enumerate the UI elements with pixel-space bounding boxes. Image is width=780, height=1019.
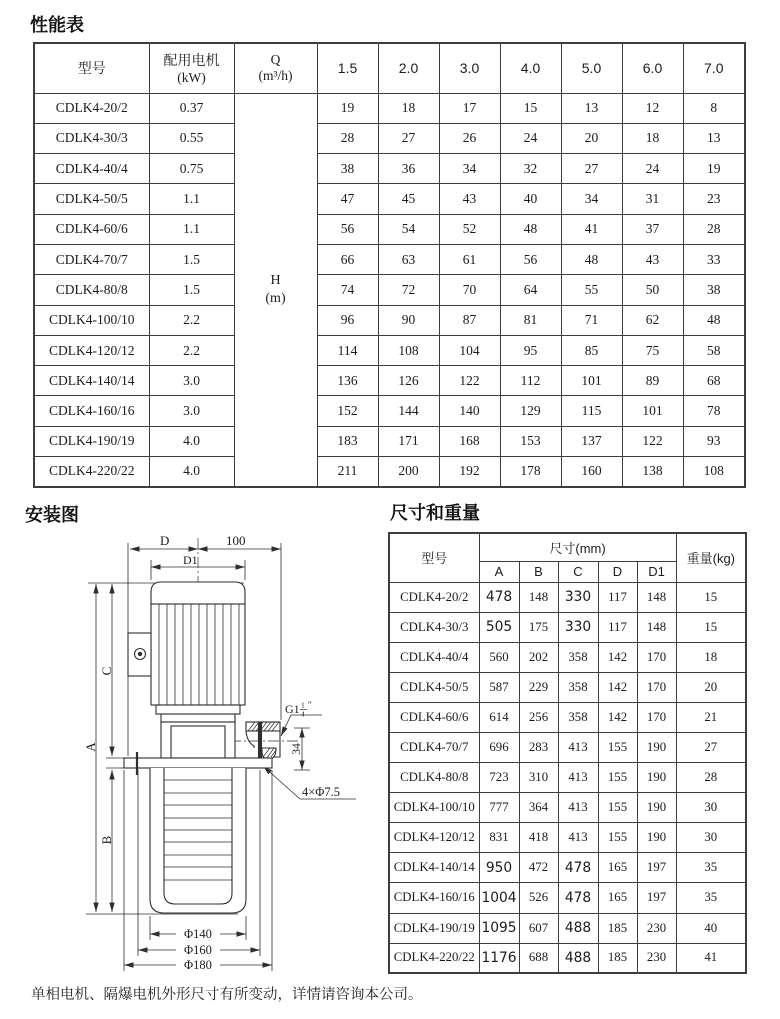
dimensions-table <box>388 532 747 974</box>
head-value-cell: 101 <box>622 396 683 426</box>
head-value-cell: 64 <box>500 275 561 305</box>
head-value-cell: 140 <box>439 396 500 426</box>
head-value-cell: 95 <box>500 335 561 365</box>
model-cell: CDLK4-20/2 <box>34 93 149 123</box>
dim-value-cell: 190 <box>637 732 676 762</box>
weight-cell: 41 <box>676 943 746 973</box>
dim-label-c: C <box>99 666 114 676</box>
dim-value-cell: 175 <box>519 612 558 642</box>
model-cell: CDLK4-100/10 <box>34 305 149 335</box>
head-value-cell: 126 <box>378 366 439 396</box>
performance-row <box>34 275 745 305</box>
dims-header-row <box>389 533 746 561</box>
motor-kw-cell: 4.0 <box>149 426 234 456</box>
head-value-cell: 90 <box>378 305 439 335</box>
head-value-cell: 137 <box>561 426 622 456</box>
head-value-cell: 48 <box>683 305 745 335</box>
performance-row <box>34 426 745 456</box>
dimensions-row <box>389 793 746 823</box>
dim-value-cell: 170 <box>637 702 676 732</box>
head-value-cell: 27 <box>378 123 439 153</box>
model-cell: CDLK4-40/4 <box>389 642 479 672</box>
performance-row <box>34 396 745 426</box>
head-value-cell: 24 <box>622 154 683 184</box>
head-value-cell: 17 <box>439 93 500 123</box>
thread-label-g1: G1 <box>285 702 300 716</box>
motor-kw-cell: 3.0 <box>149 396 234 426</box>
head-value-cell: 178 <box>500 457 561 487</box>
head-value-cell: 138 <box>622 457 683 487</box>
head-value-cell: 168 <box>439 426 500 456</box>
head-value-cell: 68 <box>683 366 745 396</box>
model-cell: CDLK4-190/19 <box>389 913 479 943</box>
performance-section-title: 性能表 <box>30 15 84 35</box>
head-value-cell: 61 <box>439 244 500 274</box>
model-cell: CDLK4-120/12 <box>34 335 149 365</box>
dimensions-row <box>389 642 746 672</box>
dim-label-100: 100 <box>226 533 246 548</box>
head-value-cell: 34 <box>561 184 622 214</box>
head-value-cell: 129 <box>500 396 561 426</box>
dim-value-cell: 607 <box>519 913 558 943</box>
dim-value-cell: 283 <box>519 732 558 762</box>
dim-value-cell: 1095 <box>479 913 519 943</box>
head-value-cell: 183 <box>317 426 378 456</box>
head-value-cell: 28 <box>683 214 745 244</box>
model-cell: CDLK4-50/5 <box>34 184 149 214</box>
head-value-cell: 45 <box>378 184 439 214</box>
head-value-cell: 108 <box>683 457 745 487</box>
dim-value-cell: 142 <box>598 702 637 732</box>
head-value-cell: 32 <box>500 154 561 184</box>
col-header-flow-value: 4.0 <box>500 43 561 93</box>
head-value-cell: 48 <box>500 214 561 244</box>
installation-diagram <box>20 530 380 978</box>
model-cell: CDLK4-70/7 <box>389 732 479 762</box>
dia160-label: Φ160 <box>184 943 212 957</box>
dim-value-cell: 185 <box>598 913 637 943</box>
installation-section-title: 安装图 <box>25 505 79 525</box>
head-value-cell: 13 <box>561 93 622 123</box>
dimensions-row <box>389 943 746 973</box>
head-value-cell: 122 <box>622 426 683 456</box>
motor-base-band1 <box>156 705 240 714</box>
col-header-flow-value: 2.0 <box>378 43 439 93</box>
head-value-cell: 15 <box>500 93 561 123</box>
dim-value-cell: 148 <box>519 582 558 612</box>
head-value-cell: 89 <box>622 366 683 396</box>
head-value-cell: 19 <box>683 154 745 184</box>
model-cell: CDLK4-120/12 <box>389 823 479 853</box>
model-cell: CDLK4-100/10 <box>389 793 479 823</box>
head-value-cell: 52 <box>439 214 500 244</box>
col-header-flow-value: 3.0 <box>439 43 500 93</box>
model-cell: CDLK4-30/3 <box>34 123 149 153</box>
head-value-cell: 19 <box>317 93 378 123</box>
performance-header-row <box>34 43 745 93</box>
dim-value-cell: 197 <box>637 883 676 913</box>
dim-value-cell: 723 <box>479 763 519 793</box>
dimensions-row <box>389 763 746 793</box>
weight-cell: 15 <box>676 582 746 612</box>
model-cell: CDLK4-40/4 <box>34 154 149 184</box>
motor-kw-cell: 2.2 <box>149 305 234 335</box>
head-value-cell: 56 <box>317 214 378 244</box>
head-value-cell: 81 <box>500 305 561 335</box>
thread-label-den: 4 <box>301 709 305 719</box>
head-value-cell: 93 <box>683 426 745 456</box>
dim-value-cell: 197 <box>637 853 676 883</box>
head-value-cell: 43 <box>439 184 500 214</box>
dims-col-header: A <box>479 561 519 582</box>
motor-kw-cell: 0.75 <box>149 154 234 184</box>
dimensions-row <box>389 612 746 642</box>
head-value-cell: 71 <box>561 305 622 335</box>
weight-cell: 35 <box>676 883 746 913</box>
model-cell: CDLK4-60/6 <box>389 702 479 732</box>
model-cell: CDLK4-60/6 <box>34 214 149 244</box>
pump-head-window <box>171 726 225 758</box>
performance-row <box>34 184 745 214</box>
footnote-text: 单相电机、隔爆电机外形尺寸有所变动，详情请咨询本公司。 <box>31 987 423 1003</box>
dim-value-cell: 185 <box>598 943 637 973</box>
dim-value-cell: 831 <box>479 823 519 853</box>
col-header-motor <box>149 43 234 93</box>
dim-value-cell: 117 <box>598 612 637 642</box>
head-value-cell: 112 <box>500 366 561 396</box>
performance-row <box>34 366 745 396</box>
col-header-flow-value: 6.0 <box>622 43 683 93</box>
dim-value-cell: 614 <box>479 702 519 732</box>
performance-row <box>34 335 745 365</box>
dim-value-cell: 190 <box>637 823 676 853</box>
dimensions-row <box>389 913 746 943</box>
weight-cell: 35 <box>676 853 746 883</box>
q-header-line1: Q <box>270 52 281 68</box>
dim-value-cell: 413 <box>558 793 598 823</box>
dims-col-header: C <box>558 561 598 582</box>
dimensions-row <box>389 732 746 762</box>
dim-value-cell: 472 <box>519 853 558 883</box>
dim-value-cell: 560 <box>479 642 519 672</box>
head-value-cell: 18 <box>622 123 683 153</box>
col-header-model: 型号 <box>34 43 149 93</box>
head-value-cell: 58 <box>683 335 745 365</box>
head-value-cell: 104 <box>439 335 500 365</box>
dim-value-cell: 148 <box>637 612 676 642</box>
dimensions-row <box>389 883 746 913</box>
model-cell: CDLK4-80/8 <box>34 275 149 305</box>
performance-table-body <box>34 93 745 487</box>
dim-value-cell: 330 <box>558 582 598 612</box>
dim-value-cell: 1176 <box>479 943 519 973</box>
head-value-cell: 66 <box>317 244 378 274</box>
performance-row <box>34 305 745 335</box>
dim-value-cell: 587 <box>479 672 519 702</box>
weight-cell: 30 <box>676 823 746 853</box>
head-value-cell: 23 <box>683 184 745 214</box>
dims-col-header-weight: 重量(kg) <box>676 533 746 582</box>
holes-label: 4×Φ7.5 <box>302 785 341 799</box>
dim-value-cell: 488 <box>558 913 598 943</box>
dim-value-cell: 413 <box>558 763 598 793</box>
motor-header-line1: 配用电机 <box>163 52 220 69</box>
head-value-cell: 55 <box>561 275 622 305</box>
head-value-cell: 96 <box>317 305 378 335</box>
head-value-cell: 28 <box>317 123 378 153</box>
motor-kw-cell: 4.0 <box>149 457 234 487</box>
head-value-cell: 122 <box>439 366 500 396</box>
dim-value-cell: 190 <box>637 763 676 793</box>
motor-kw-cell: 2.2 <box>149 335 234 365</box>
head-value-cell: 74 <box>317 275 378 305</box>
dim-value-cell: 155 <box>598 823 637 853</box>
dim-value-cell: 364 <box>519 793 558 823</box>
dimensions-section-title: 尺寸和重量 <box>390 503 480 523</box>
performance-row <box>34 123 745 153</box>
model-cell: CDLK4-220/22 <box>389 943 479 973</box>
weight-cell: 18 <box>676 642 746 672</box>
model-cell: CDLK4-220/22 <box>34 457 149 487</box>
dim-label-d1: D1 <box>183 553 198 567</box>
model-cell: CDLK4-160/16 <box>389 883 479 913</box>
head-value-cell: 152 <box>317 396 378 426</box>
weight-cell: 21 <box>676 702 746 732</box>
head-value-cell: 33 <box>683 244 745 274</box>
dim-value-cell: 256 <box>519 702 558 732</box>
head-value-cell: 136 <box>317 366 378 396</box>
model-cell: CDLK4-160/16 <box>34 396 149 426</box>
dim-value-cell: 155 <box>598 732 637 762</box>
head-value-cell: 144 <box>378 396 439 426</box>
dims-col-header: D1 <box>637 561 676 582</box>
head-value-cell: 115 <box>561 396 622 426</box>
dim-value-cell: 148 <box>637 582 676 612</box>
performance-row <box>34 154 745 184</box>
head-value-cell: 62 <box>622 305 683 335</box>
head-value-cell: 108 <box>378 335 439 365</box>
mounting-flange <box>124 758 272 768</box>
dim-value-cell: 488 <box>558 943 598 973</box>
head-value-cell: 87 <box>439 305 500 335</box>
dim-value-cell: 202 <box>519 642 558 672</box>
dims-group-header: 尺寸(mm) <box>479 533 676 561</box>
dim-label-a: A <box>83 742 98 752</box>
motor-header-line2: (kW) <box>177 70 206 86</box>
dim-value-cell: 696 <box>479 732 519 762</box>
head-value-cell: 160 <box>561 457 622 487</box>
col-header-flow-q <box>234 43 317 93</box>
bolt-section-mark <box>259 722 262 758</box>
head-value-cell: 56 <box>500 244 561 274</box>
head-value-cell: 34 <box>439 154 500 184</box>
head-value-cell: 70 <box>439 275 500 305</box>
dia140-label: Φ140 <box>184 927 212 941</box>
head-value-cell: 153 <box>500 426 561 456</box>
dimensions-row <box>389 672 746 702</box>
col-header-flow-value: 5.0 <box>561 43 622 93</box>
model-cell: CDLK4-20/2 <box>389 582 479 612</box>
head-value-cell: 36 <box>378 154 439 184</box>
weight-cell: 30 <box>676 793 746 823</box>
dim-value-cell: 142 <box>598 672 637 702</box>
weight-cell: 28 <box>676 763 746 793</box>
model-cell: CDLK4-50/5 <box>389 672 479 702</box>
head-value-cell: 31 <box>622 184 683 214</box>
dia180-label: Φ180 <box>184 958 212 972</box>
head-value-cell: 24 <box>500 123 561 153</box>
motor-kw-cell: 3.0 <box>149 366 234 396</box>
weight-cell: 27 <box>676 732 746 762</box>
motor-kw-cell: 1.5 <box>149 275 234 305</box>
dim-value-cell: 526 <box>519 883 558 913</box>
motor-kw-cell: 0.55 <box>149 123 234 153</box>
dim-value-cell: 418 <box>519 823 558 853</box>
col-header-flow-value: 1.5 <box>317 43 378 93</box>
model-cell: CDLK4-80/8 <box>389 763 479 793</box>
head-value-cell: 114 <box>317 335 378 365</box>
motor-kw-cell: 1.1 <box>149 184 234 214</box>
dim-value-cell: 170 <box>637 642 676 672</box>
dim-label-d: D <box>160 533 170 548</box>
head-value-cell: 63 <box>378 244 439 274</box>
weight-cell: 40 <box>676 913 746 943</box>
model-cell: CDLK4-140/14 <box>389 853 479 883</box>
dims-col-header-model: 型号 <box>389 533 479 582</box>
dimensions-row <box>389 853 746 883</box>
dim-value-cell: 688 <box>519 943 558 973</box>
dim-value-cell: 330 <box>558 612 598 642</box>
performance-row <box>34 244 745 274</box>
head-value-cell: 78 <box>683 396 745 426</box>
dims-col-header: B <box>519 561 558 582</box>
dim-value-cell: 165 <box>598 853 637 883</box>
dimensions-table-body <box>389 582 746 973</box>
head-value-cell: 211 <box>317 457 378 487</box>
dim-value-cell: 358 <box>558 642 598 672</box>
model-cell: CDLK4-140/14 <box>34 366 149 396</box>
head-value-cell: 27 <box>561 154 622 184</box>
dim-value-cell: 505 <box>479 612 519 642</box>
head-value-cell: 18 <box>378 93 439 123</box>
dim-value-cell: 142 <box>598 642 637 672</box>
dim-value-cell: 155 <box>598 763 637 793</box>
dim-value-cell: 413 <box>558 732 598 762</box>
dim-value-cell: 229 <box>519 672 558 702</box>
head-value-cell: 47 <box>317 184 378 214</box>
dim-value-cell: 478 <box>479 582 519 612</box>
head-value-cell: 40 <box>500 184 561 214</box>
model-cell: CDLK4-70/7 <box>34 244 149 274</box>
weight-cell: 15 <box>676 612 746 642</box>
dim-label-34: 34 <box>291 743 303 755</box>
thread-label-num: 1 <box>301 700 305 710</box>
head-value-cell: 72 <box>378 275 439 305</box>
dim-value-cell: 777 <box>479 793 519 823</box>
performance-row <box>34 457 745 487</box>
dim-value-cell: 478 <box>558 853 598 883</box>
performance-table <box>33 42 746 488</box>
head-value-cell: 13 <box>683 123 745 153</box>
q-header-line2: (m³/h) <box>258 68 293 84</box>
head-value-cell: 85 <box>561 335 622 365</box>
thread-label-unit: ″ <box>308 700 312 710</box>
dimensions-row <box>389 582 746 612</box>
performance-row <box>34 214 745 244</box>
dimensions-row <box>389 702 746 732</box>
head-value-cell: 200 <box>378 457 439 487</box>
motor-base-band2 <box>161 714 235 722</box>
dim-value-cell: 190 <box>637 793 676 823</box>
dim-value-cell: 117 <box>598 582 637 612</box>
head-value-cell: 192 <box>439 457 500 487</box>
dim-value-cell: 165 <box>598 883 637 913</box>
head-value-cell: 75 <box>622 335 683 365</box>
pump-outline <box>124 582 280 913</box>
head-value-cell: 41 <box>561 214 622 244</box>
head-value-cell: 20 <box>561 123 622 153</box>
head-value-cell: 54 <box>378 214 439 244</box>
dim-value-cell: 155 <box>598 793 637 823</box>
dim-value-cell: 413 <box>558 823 598 853</box>
head-value-cell: 48 <box>561 244 622 274</box>
dim-value-cell: 950 <box>479 853 519 883</box>
head-value-cell: 38 <box>683 275 745 305</box>
col-header-flow-value: 7.0 <box>683 43 745 93</box>
motor-kw-cell: 1.5 <box>149 244 234 274</box>
weight-cell: 20 <box>676 672 746 702</box>
dimensions-row <box>389 823 746 853</box>
model-cell: CDLK4-30/3 <box>389 612 479 642</box>
head-value-cell: 8 <box>683 93 745 123</box>
motor-cap <box>151 582 245 604</box>
dim-value-cell: 230 <box>637 913 676 943</box>
head-value-cell: 26 <box>439 123 500 153</box>
dim-value-cell: 230 <box>637 943 676 973</box>
head-value-cell: 50 <box>622 275 683 305</box>
head-value-cell: 12 <box>622 93 683 123</box>
motor-kw-cell: 0.37 <box>149 93 234 123</box>
head-unit-cell: H (m) <box>234 93 317 487</box>
head-value-cell: 101 <box>561 366 622 396</box>
dim-value-cell: 478 <box>558 883 598 913</box>
performance-row <box>34 93 745 123</box>
dim-label-b: B <box>99 835 114 845</box>
head-value-cell: 37 <box>622 214 683 244</box>
motor-kw-cell: 1.1 <box>149 214 234 244</box>
head-value-cell: 38 <box>317 154 378 184</box>
dim-value-cell: 358 <box>558 672 598 702</box>
dim-value-cell: 170 <box>637 672 676 702</box>
dim-value-cell: 1004 <box>479 883 519 913</box>
dims-col-header: D <box>598 561 637 582</box>
model-cell: CDLK4-190/19 <box>34 426 149 456</box>
dim-value-cell: 310 <box>519 763 558 793</box>
dim-value-cell: 358 <box>558 702 598 732</box>
head-value-cell: 43 <box>622 244 683 274</box>
head-value-cell: 171 <box>378 426 439 456</box>
